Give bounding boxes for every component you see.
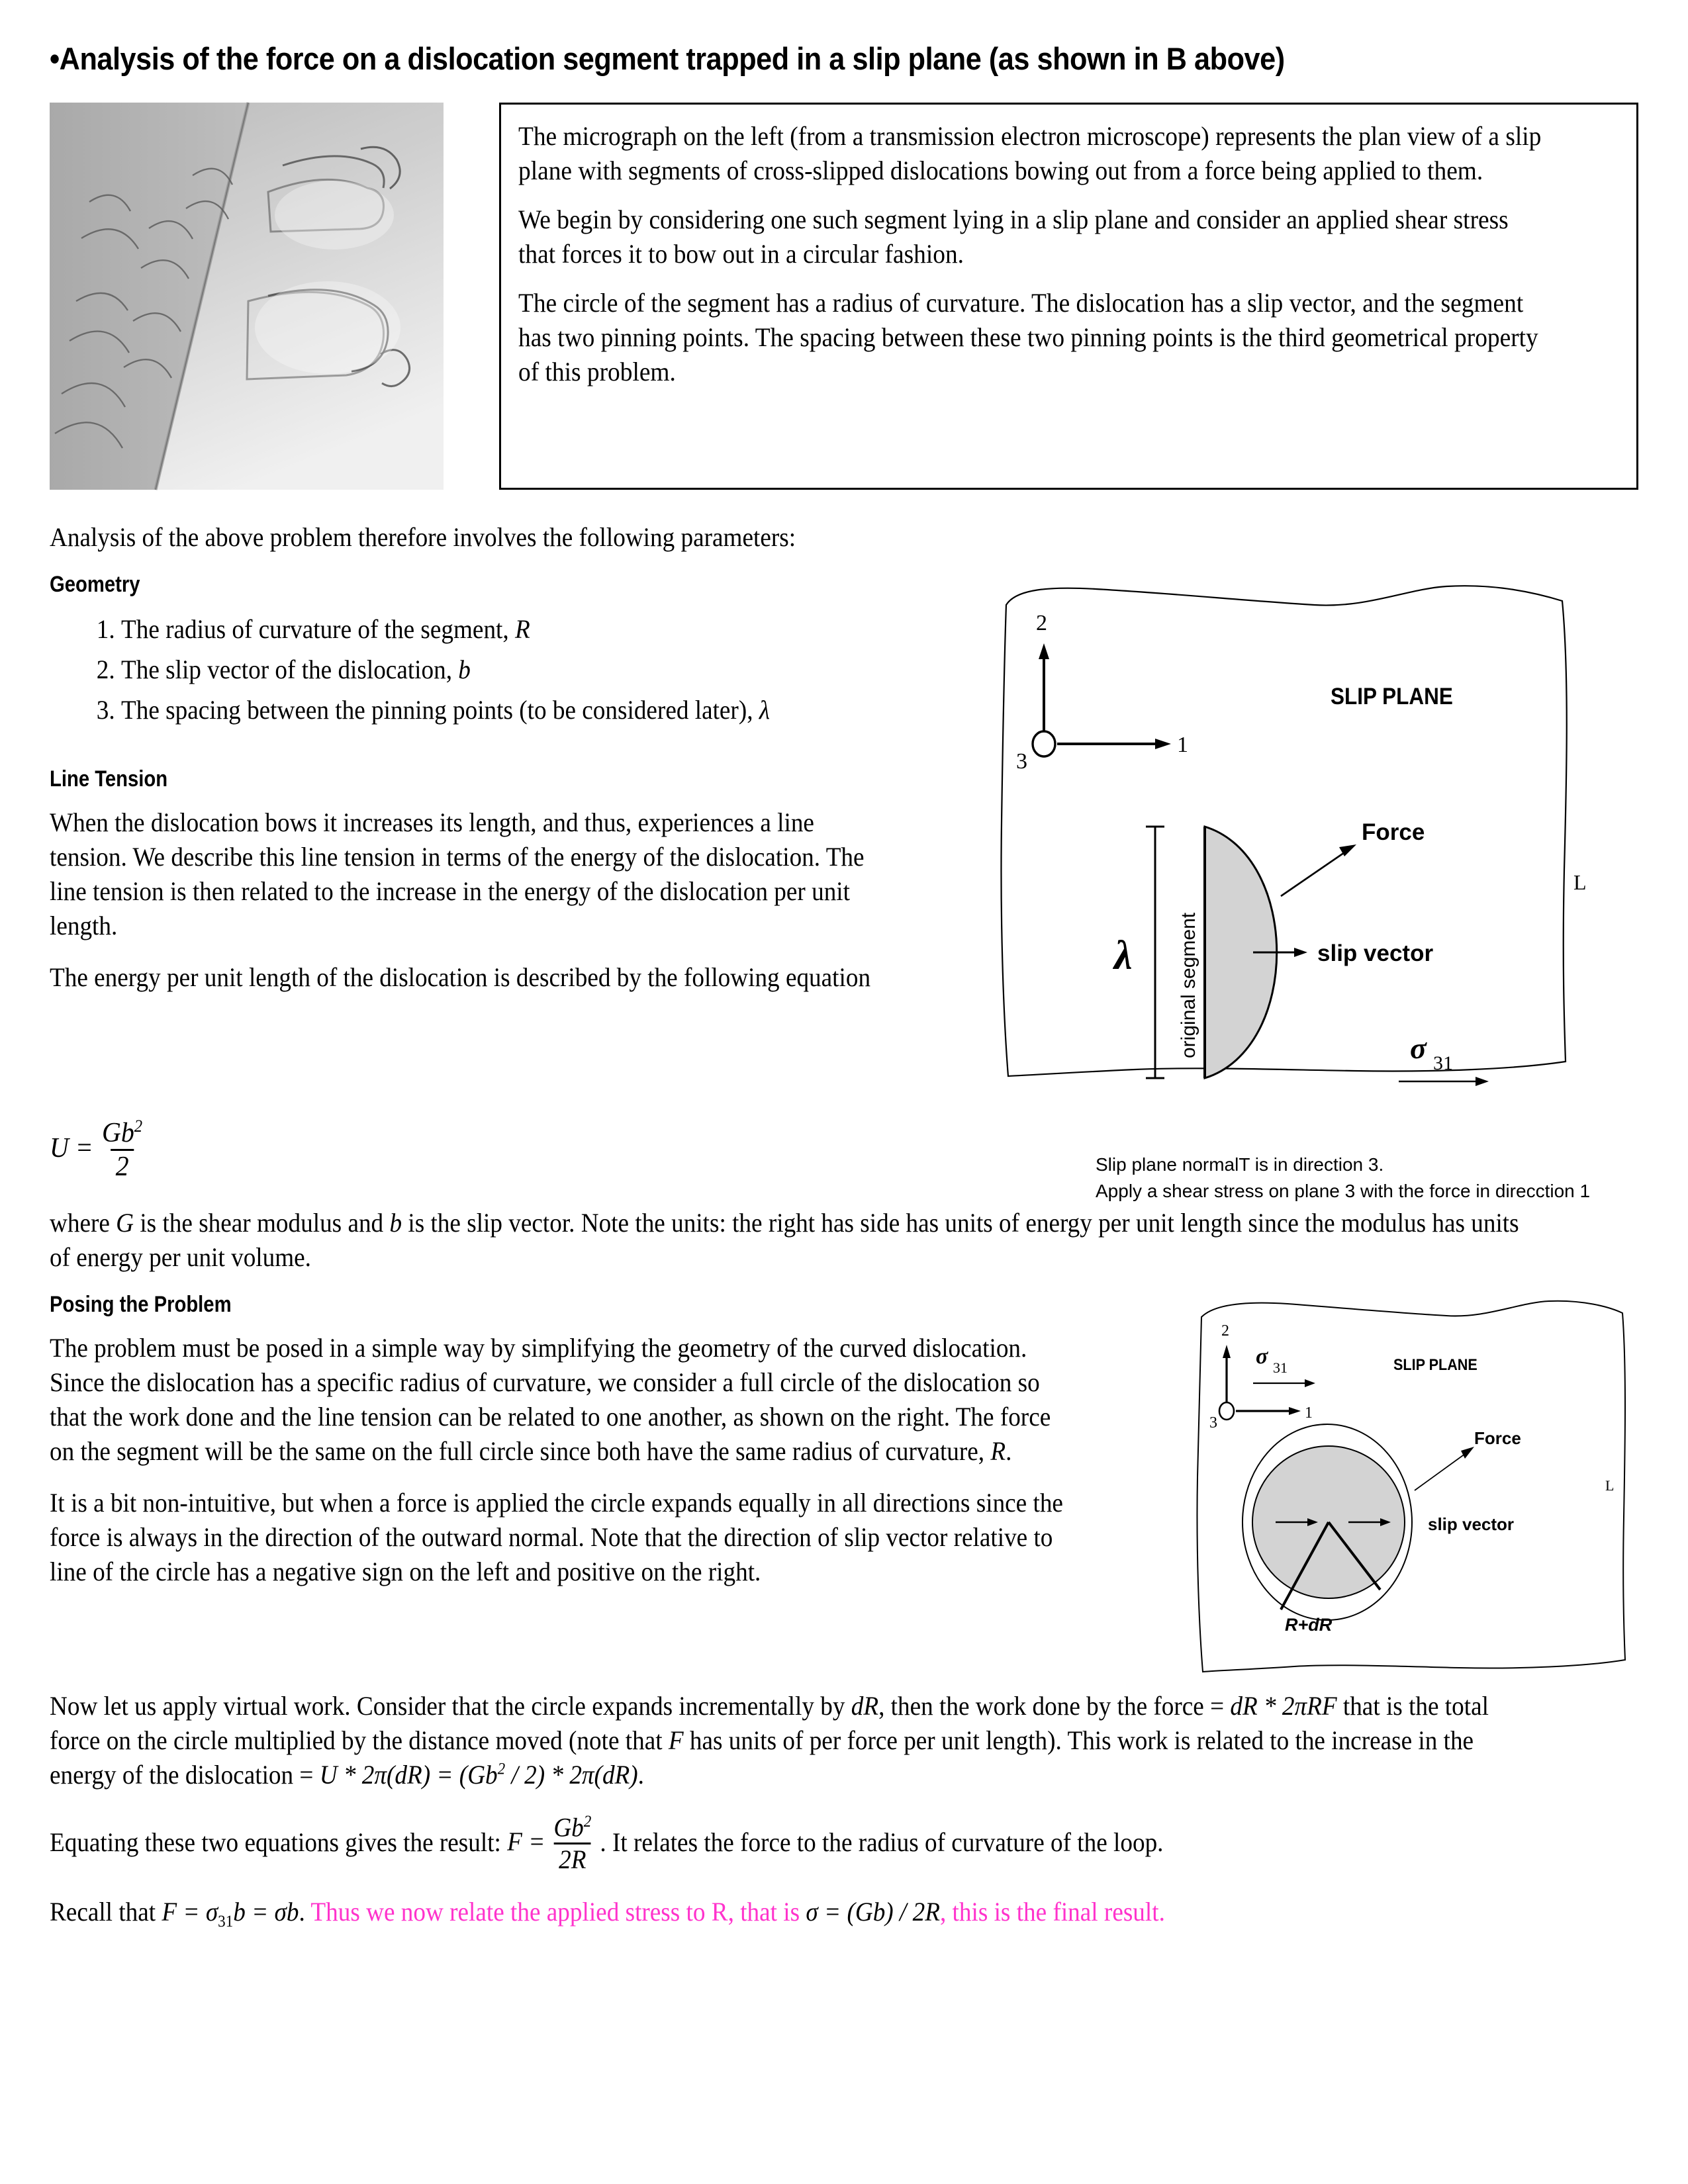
sigma-arrow bbox=[1399, 1077, 1489, 1086]
symbol-G: G bbox=[116, 1207, 134, 1238]
axis-label-2: 2 bbox=[1036, 611, 1047, 636]
final-eq-subscript: 31 bbox=[218, 1912, 234, 1931]
final-equation bbox=[162, 1896, 299, 1931]
axis-label-1: 1 bbox=[1177, 733, 1188, 758]
mod-text-a: where bbox=[50, 1207, 117, 1238]
final-eq-part2: b = σb bbox=[233, 1896, 299, 1927]
posing-section bbox=[50, 1292, 1638, 1689]
virtual-work-paragraph bbox=[50, 1689, 1527, 1792]
posing-text-a: The problem must be posed in a simple way by simplifying the geometry of the curved dislocation. Since the dislocation has a specific radius of curvature, we consider a full circle of the dislocation so that the work done and the line tension can be related to one another, as shown on the right. The force on the segment will be the same on the full circle since both have the same radius of curvature, bbox=[50, 1332, 1051, 1466]
final-text-b: . bbox=[299, 1896, 311, 1927]
slip-plane-diagram-1 bbox=[970, 572, 1599, 1202]
posing-heading: Posing the Problem bbox=[50, 1291, 232, 1317]
vw-text-b: , then the work done by the force = bbox=[878, 1690, 1231, 1721]
energy-equation-fraction bbox=[97, 1117, 147, 1181]
vw-equation-1: dR * 2πRF bbox=[1230, 1690, 1337, 1721]
diagram-note-1: Slip plane normalT is in direction 3. bbox=[1096, 1154, 1384, 1175]
geometry-section bbox=[50, 572, 1638, 1202]
slip-plane-outline bbox=[1001, 586, 1566, 1077]
callout-paragraph-2: We begin by considering one such segment lying in a slip plane and consider an applied shear stress that forces it to bow out in a circular fashion. bbox=[518, 205, 1509, 269]
vw-text-d: has units of per force per unit length). This work is related to the increase in the energy of the dislocation = bbox=[50, 1725, 1474, 1790]
radius-label-rdr: R+dR bbox=[1285, 1614, 1333, 1635]
result-text-b: . It relates the force to the radius of curvature of the loop. bbox=[600, 1827, 1164, 1857]
axis2-label-2: 2 bbox=[1221, 1322, 1229, 1340]
posing-symbol-R: R bbox=[990, 1435, 1006, 1466]
force-numerator bbox=[549, 1813, 596, 1843]
page-title: •Analysis of the force on a dislocation segment trapped in a slip plane (as shown in B above) bbox=[50, 41, 1285, 76]
vw-symbol-dR: dR bbox=[851, 1690, 879, 1721]
line-tension-paragraph-1: When the dislocation bows it increases its length, and thus, experiences a line tension. We describe this line tension in terms of the energy of the dislocation. The line tension is then related to the increase in the energy of the dislocation per unit length. bbox=[50, 807, 865, 940]
vw-text-c: that is the total force on the circle multiplied by the distance moved (note that bbox=[50, 1690, 1489, 1755]
param-2-symbol: b bbox=[458, 655, 471, 685]
symbol-b: b bbox=[389, 1207, 402, 1238]
energy-equation-numerator bbox=[97, 1117, 147, 1149]
list-item bbox=[121, 611, 892, 649]
original-segment-label: original segment bbox=[1178, 913, 1199, 1059]
sigma-symbol: σ bbox=[1410, 1031, 1427, 1066]
slip-vector-label-2: slip vector bbox=[1428, 1514, 1515, 1534]
vw-text-a: Now let us apply virtual work. Consider that the circle expands incrementally by bbox=[50, 1690, 851, 1721]
force-label-2: Force bbox=[1474, 1428, 1521, 1448]
lambda-symbol: λ bbox=[1114, 933, 1133, 979]
vw-eq2-exponent: 2 bbox=[497, 1760, 506, 1778]
param-1-text: The radius of curvature of the segment, bbox=[121, 614, 515, 645]
vw-eq2-post: / 2) * 2π(dR) bbox=[505, 1759, 638, 1790]
line-tension-heading: Line Tension bbox=[50, 766, 168, 792]
final-pink-text-1: Thus we now relate the applied stress to R, that is bbox=[310, 1896, 806, 1927]
axis2-label-1: 1 bbox=[1305, 1404, 1313, 1422]
callout-paragraph-1: The micrograph on the left (from a transmission electron microscope) represents the plan view of a slip plane with segments of cross-slipped dislocations bowing out from a force being applied to them. bbox=[518, 121, 1542, 186]
final-result-paragraph bbox=[50, 1895, 1527, 1933]
callout-paragraph-3: The circle of the segment has a radius of curvature. The dislocation has a slip vector, and the segment has two pinning points. The spacing between these two pinning points is the third geometrical property of this problem. bbox=[518, 288, 1538, 387]
energy-equation bbox=[50, 1118, 1559, 1183]
force-equation bbox=[507, 1811, 600, 1874]
final-text-a: Recall that bbox=[50, 1896, 162, 1927]
posing-paragraph-2: It is a bit non-intuitive, but when a force is applied the circle expands equally in all directions since the force is always in the direction of the outward normal. Note that the direction of slip vector relative to line of the circle has a negative sign on the left and positive on the right. bbox=[50, 1487, 1063, 1586]
geometry-parameter-list bbox=[50, 611, 950, 729]
line-tension-paragraph-2: The energy per unit length of the dislocation is described by the following equation bbox=[50, 962, 871, 992]
result-paragraph bbox=[50, 1811, 1527, 1875]
tem-micrograph-image bbox=[50, 103, 444, 490]
force-equation-lhs: F = bbox=[507, 1827, 545, 1857]
param-1-symbol: R bbox=[514, 614, 530, 645]
intro-row bbox=[50, 103, 1638, 490]
posing-paragraph-1 bbox=[50, 1331, 1078, 1469]
geometry-heading: Geometry bbox=[50, 572, 140, 598]
length-label-L-2: L bbox=[1605, 1477, 1615, 1494]
numerator-base: Gb bbox=[102, 1118, 134, 1149]
vw-symbol-F: F bbox=[668, 1725, 684, 1755]
length-label-L: L bbox=[1573, 870, 1587, 895]
sigma-subscript: 31 bbox=[1433, 1052, 1453, 1075]
modulus-explanation bbox=[50, 1206, 1527, 1275]
sigma-subscript-2: 31 bbox=[1273, 1359, 1288, 1376]
final-eq-part1: F = σ bbox=[162, 1896, 218, 1927]
micrograph-canvas bbox=[50, 103, 444, 490]
mod-text-c: is the slip vector. Note the units: the right has side has units of energy per unit length since the modulus has units of energy per unit volume. bbox=[50, 1207, 1519, 1272]
intro-sentence: Analysis of the above problem therefore involves the following parameters: bbox=[50, 522, 796, 553]
slip-plane-label-2: SLIP PLANE bbox=[1393, 1355, 1477, 1373]
param-3-symbol: λ bbox=[759, 694, 770, 725]
sigma-symbol-2: σ bbox=[1256, 1343, 1268, 1369]
diagram-note-2: Apply a shear stress on plane 3 with the force in direcction 1 bbox=[1096, 1181, 1591, 1202]
force-denominator: 2R bbox=[554, 1843, 591, 1874]
vw-equation-2 bbox=[320, 1760, 638, 1790]
energy-equation-denominator: 2 bbox=[111, 1149, 134, 1181]
slip-plane-diagram-2 bbox=[1175, 1292, 1632, 1689]
list-item bbox=[121, 692, 892, 729]
result-text-a: Equating these two equations gives the result: bbox=[50, 1827, 508, 1857]
vw-text-e: . bbox=[637, 1759, 644, 1790]
numerator-exponent: 2 bbox=[134, 1116, 143, 1136]
final-black-equation: σ = (Gb) / 2R bbox=[806, 1896, 940, 1927]
vw-eq2-pre: U * 2π(dR) = (Gb bbox=[319, 1759, 498, 1790]
slip-plane-label: SLIP PLANE bbox=[1331, 684, 1453, 710]
slip-vector-label: slip vector bbox=[1317, 940, 1434, 967]
energy-equation-lhs: U = bbox=[50, 1133, 93, 1164]
force-num-exponent: 2 bbox=[583, 1812, 592, 1831]
force-num-base: Gb bbox=[553, 1811, 584, 1842]
param-3-text: The spacing between the pinning points (to be considered later), bbox=[121, 694, 759, 725]
mod-text-b: is the shear modulus and bbox=[134, 1207, 390, 1238]
final-pink-text-2: , this is the final result. bbox=[939, 1896, 1165, 1927]
axis-label-3: 3 bbox=[1016, 749, 1027, 774]
param-2-text: The slip vector of the dislocation, bbox=[121, 655, 459, 685]
list-item bbox=[121, 651, 892, 689]
force-label: Force bbox=[1362, 819, 1425, 846]
callout-box bbox=[499, 103, 1638, 490]
force-equation-fraction bbox=[549, 1813, 596, 1874]
axis2-label-3: 3 bbox=[1209, 1414, 1217, 1432]
posing-text-b: . bbox=[1006, 1435, 1012, 1466]
